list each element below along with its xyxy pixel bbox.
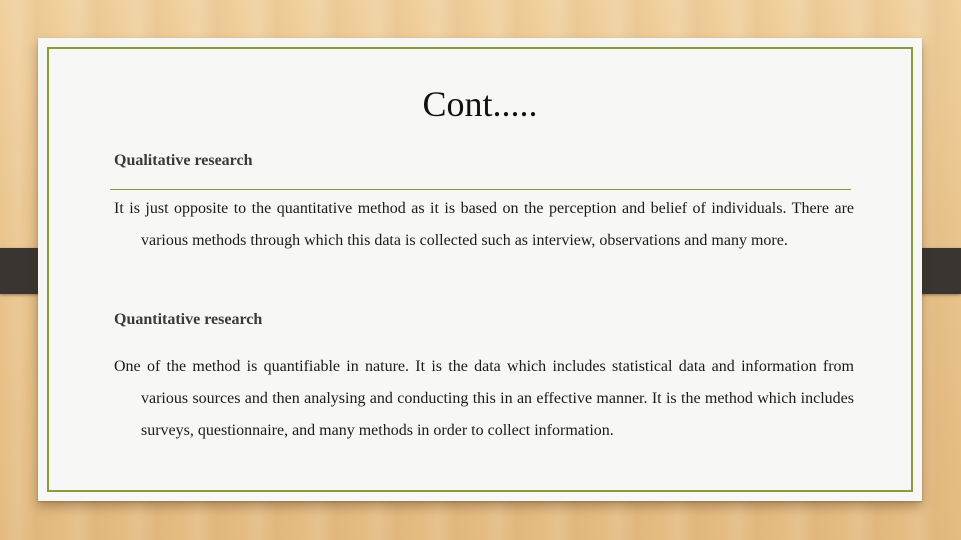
section-heading-quantitative: Quantitative research (114, 311, 263, 328)
section-body-qualitative: It is just opposite to the quantitative method as it is based on the perception and belief of individuals. There are various methods through which this data is collected such as interview, observations and many more. (114, 200, 854, 249)
section-body-quantitative: One of the method is quantifiable in nature. It is the data which includes statistical data and information from various sources and then analysing and conducting this in an effective manner. It is the method which includes surveys, questionnaire, and many methods in order to collect information. (114, 358, 854, 439)
slide-title: Cont..... (422, 84, 538, 124)
section-heading-qualitative: Qualitative research (114, 152, 253, 169)
slide-paper (38, 38, 922, 501)
heading-divider (110, 189, 851, 190)
